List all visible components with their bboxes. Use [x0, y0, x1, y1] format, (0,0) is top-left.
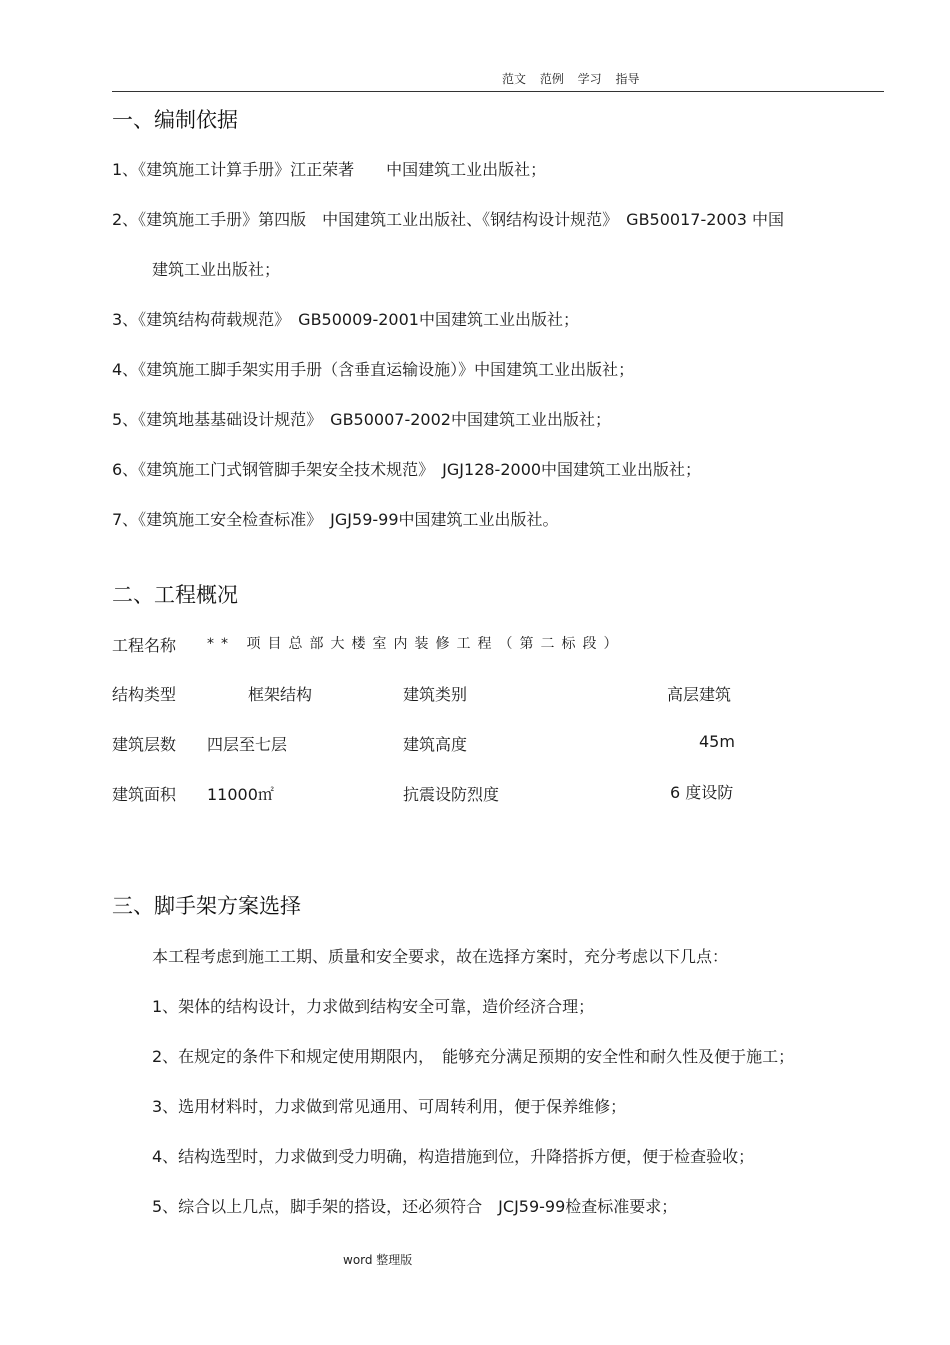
- intro-paragraph: 本工程考虑到施工工期、质量和安全要求，故在选择方案时，充分考虑以下几点：: [152, 947, 729, 966]
- field-label: 建筑层数: [112, 735, 177, 754]
- reference-item-continued: 建筑工业出版社；: [152, 260, 281, 279]
- field-label: 结构类型: [112, 685, 177, 704]
- field-value: 45m: [699, 732, 735, 751]
- reference-item: 1、《建筑施工计算手册》江正荣著 中国建筑工业出版社；: [112, 160, 547, 179]
- reference-item: 2、《建筑施工手册》第四版 中国建筑工业出版社、《钢结构设计规范》 GB50017-2003 中国: [112, 210, 785, 229]
- page-footer: word 整理版: [343, 1253, 413, 1267]
- field-label: 建筑高度: [403, 735, 468, 754]
- field-value: 框架结构: [248, 685, 313, 704]
- consideration-item: 2、在规定的条件下和规定使用期限内， 能够充分满足预期的安全性和耐久性及便于施工；: [152, 1047, 795, 1066]
- field-value: 高层建筑: [667, 685, 732, 704]
- field-label: 建筑类别: [403, 685, 468, 704]
- project-name-label: 工程名称: [112, 636, 177, 655]
- reference-item: 7、《建筑施工安全检查标准》 JGJ59-99中国建筑工业出版社。: [112, 510, 559, 529]
- field-value: 6 度设防: [670, 783, 734, 802]
- consideration-item: 1、架体的结构设计，力求做到结构安全可靠，造价经济合理；: [152, 997, 595, 1016]
- section-title: 三、脚手架方案选择: [112, 894, 301, 918]
- field-value: 11000㎡: [207, 785, 274, 804]
- consideration-item: 3、选用材料时，力求做到常见通用、可周转利用，便于保养维修；: [152, 1097, 627, 1116]
- reference-item: 3、《建筑结构荷载规范》 GB50009-2001中国建筑工业出版社；: [112, 310, 579, 329]
- project-name-value: ** 项目总部大楼室内装修工程（第二标段）: [207, 636, 625, 652]
- page-header: 范文 范例 学习 指导: [502, 72, 640, 86]
- consideration-item: 5、综合以上几点，脚手架的搭设，还必须符合 JCJ59-99检查标准要求；: [152, 1197, 678, 1216]
- field-label: 抗震设防烈度: [403, 785, 500, 804]
- header-rule: [112, 91, 884, 92]
- consideration-item: 4、结构选型时，力求做到受力明确，构造措施到位，升降搭拆方便，便于检查验收；: [152, 1147, 755, 1166]
- reference-item: 6、《建筑施工门式钢管脚手架安全技术规范》 JGJ128-2000中国建筑工业出版社；: [112, 460, 702, 479]
- field-label: 建筑面积: [112, 785, 177, 804]
- field-value: 四层至七层: [207, 735, 288, 754]
- section-title: 二、工程概况: [112, 583, 238, 607]
- reference-item: 5、《建筑地基基础设计规范》 GB50007-2002中国建筑工业出版社；: [112, 410, 611, 429]
- section-title: 一、编制依据: [112, 108, 238, 132]
- reference-item: 4、《建筑施工脚手架实用手册（含垂直运输设施）》中国建筑工业出版社；: [112, 360, 635, 379]
